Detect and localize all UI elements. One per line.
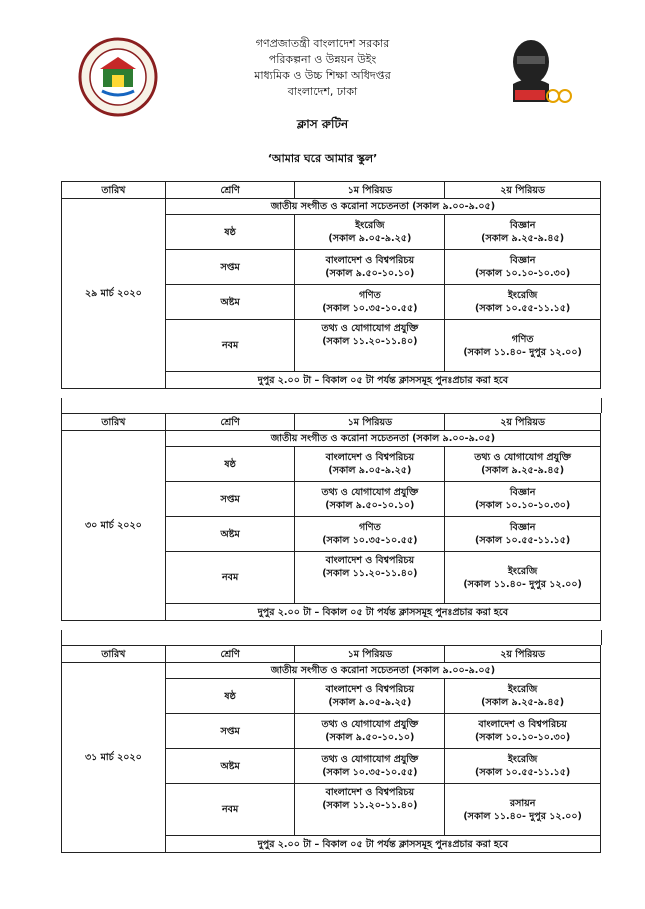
subject: তথ্য ও যোগাযোগ প্রযুক্তি: [321, 487, 419, 498]
time: (সকাল ১০.১০-১০.৩০): [474, 268, 571, 279]
subject: গণিত: [511, 333, 534, 345]
subject: বাংলাদেশ ও বিশ্বপরিচয়: [325, 684, 415, 695]
column-header-class: শ্রেণি: [165, 182, 295, 199]
subject: বিজ্ঞান: [509, 220, 536, 231]
period-1-cell: [295, 285, 445, 320]
time: (সকাল ১১.২০-১১.৪০): [322, 568, 418, 579]
date-cell: ৩০ মার্চ ২০২০: [62, 431, 166, 621]
subject: গণিত: [358, 522, 381, 533]
rebroadcast-note: দুপুর ২.০০ টা – বিকাল ০৫ টা পর্যন্ত ক্লাসসমূহ পুনঃপ্রচার করা হবে: [165, 372, 600, 389]
anthem-row: জাতীয় সংগীত ও করোনা সচেতনতা (সকাল ৯.০০-৯.০৫): [165, 431, 600, 447]
time: (সকাল ৯.২৫-৯.৪৫): [481, 697, 565, 708]
class-cell: সপ্তম: [165, 714, 295, 749]
time: (সকাল ১১.৪০- দুপুর ১২.০০): [463, 810, 582, 822]
period-2-cell: [445, 749, 601, 784]
time: (সকাল ১০.৫৫-১১.১৫): [474, 535, 571, 546]
table-spacer: [61, 398, 602, 413]
class-cell: নবম: [165, 320, 295, 372]
subject: তথ্য ও যোগাযোগ প্রযুক্তি: [321, 754, 419, 765]
time: (সকাল ১০.১০-১০.৩০): [474, 500, 571, 511]
time: (সকাল ১০.৩৫-১০.৫৫): [322, 535, 418, 546]
period-2-cell: [445, 447, 601, 482]
table-header-row: [62, 646, 601, 663]
time: (সকাল ১০.৩৫-১০.৫৫): [322, 303, 418, 314]
period-1-cell: [295, 679, 445, 714]
header-line-government: গণপ্রজাতন্ত্রী বাংলাদেশ সরকার: [255, 37, 390, 50]
date-cell: ৩১ মার্চ ২০২০: [62, 663, 166, 853]
period-2-cell: [445, 250, 601, 285]
class-cell: অষ্টম: [165, 517, 295, 552]
column-header-period-2: ২য় পিরিয়ড: [445, 414, 601, 431]
time: (সকাল ৯.৫০-১০.১০): [325, 500, 415, 511]
rebroadcast-note: দুপুর ২.০০ টা – বিকাল ০৫ টা পর্যন্ত ক্লাসসমূহ পুনঃপ্রচার করা হবে: [165, 836, 600, 853]
subject: ইংরেজি: [507, 684, 538, 695]
rebroadcast-note: দুপুর ২.০০ টা – বিকাল ০৫ টা পর্যন্ত ক্লাসসমূহ পুনঃপ্রচার করা হবে: [165, 604, 600, 621]
period-1-cell: [295, 714, 445, 749]
subject: ইংরেজি: [507, 754, 538, 765]
time: (সকাল ১১.৪০- দুপুর ১২.০০): [463, 578, 582, 590]
anthem-row: জাতীয় সংগীত ও করোনা সচেতনতা (সকাল ৯.০০-৯.০৫): [165, 663, 600, 679]
subject: বিজ্ঞান: [509, 487, 536, 498]
column-header-period-2: ২য় পিরিয়ড: [445, 646, 601, 663]
time: (সকাল ১০.৫৫-১১.১৫): [474, 303, 571, 314]
header-line-location: বাংলাদেশ, ঢাকা: [287, 85, 358, 98]
period-2-cell: [445, 552, 601, 604]
period-1-cell: [295, 447, 445, 482]
subject: তথ্য ও যোগাযোগ প্রযুক্তি: [474, 452, 572, 463]
time: (সকাল ৯.০৫-৯.২৫): [328, 465, 412, 476]
subject: বিজ্ঞান: [509, 522, 536, 533]
period-1-cell: [295, 784, 445, 836]
column-header-class: শ্রেণি: [165, 414, 295, 431]
class-cell: ষষ্ঠ: [165, 215, 295, 250]
time: (সকাল ৯.২৫-৯.৪৫): [481, 465, 565, 476]
period-2-cell: [445, 215, 601, 250]
time: (সকাল ৯.৫০-১০.১০): [325, 268, 415, 279]
routine-table-day-1: [61, 181, 601, 389]
period-2-cell: [445, 285, 601, 320]
class-cell: নবম: [165, 784, 295, 836]
class-cell: নবম: [165, 552, 295, 604]
column-header-period-2: ২য় পিরিয়ড: [445, 182, 601, 199]
period-1-cell: [295, 215, 445, 250]
period-1-cell: [295, 517, 445, 552]
class-cell: অষ্টম: [165, 749, 295, 784]
subject: বাংলাদেশ ও বিশ্বপরিচয়: [325, 452, 415, 463]
page-subtitle: ‘আমার ঘরে আমার স্কুল’: [267, 152, 378, 165]
subject: বাংলাদেশ ও বিশ্বপরিচয়: [478, 719, 567, 730]
subject: তথ্য ও যোগাযোগ প্রযুক্তি: [321, 719, 419, 730]
column-header-period-1: ১ম পিরিয়ড: [295, 646, 445, 663]
period-2-cell: [445, 679, 601, 714]
column-header-class: শ্রেণি: [165, 646, 295, 663]
period-2-cell: [445, 517, 601, 552]
time: (সকাল ১১.২০-১১.৪০): [322, 800, 418, 811]
period-1-cell: [295, 250, 445, 285]
subject: ইংরেজি: [507, 290, 538, 301]
page-title: ক্লাস রুটিন: [296, 117, 349, 131]
subject: ইংরেজি: [355, 220, 385, 231]
period-2-cell: [445, 482, 601, 517]
table-header-row: [62, 182, 601, 199]
header-line-directorate: মাধ্যমিক ও উচ্চ শিক্ষা অধিদপ্তর: [254, 69, 391, 82]
period-2-cell: [445, 784, 601, 836]
column-header-date: তারিখ: [62, 414, 166, 431]
subject: রসায়ন: [509, 797, 536, 809]
time: (সকাল ১০.৫৫-১১.১৫): [474, 767, 571, 778]
subject: বিজ্ঞান: [509, 255, 536, 266]
time: (সকাল ৯.৫০-১০.১০): [325, 732, 415, 743]
period-1-cell: [295, 552, 445, 604]
column-header-date: তারিখ: [62, 182, 166, 199]
time: (সকাল ৯.০৫-৯.২৫): [328, 233, 412, 244]
period-1-cell: [295, 749, 445, 784]
subject: বাংলাদেশ ও বিশ্বপরিচয়: [325, 787, 415, 798]
table-header-row: [62, 414, 601, 431]
time: (সকাল ৯.২৫-৯.৪৫): [481, 233, 565, 244]
anthem-row: জাতীয় সংগীত ও করোনা সচেতনতা (সকাল ৯.০০-৯.০৫): [165, 199, 600, 215]
table-spacer: [61, 630, 602, 645]
class-cell: ষষ্ঠ: [165, 447, 295, 482]
period-1-cell: [295, 320, 445, 372]
header-line-wing: পরিকল্পনা ও উন্নয়ন উইং: [268, 53, 377, 66]
column-header-date: তারিখ: [62, 646, 166, 663]
date-cell: ২৯ মার্চ ২০২০: [62, 199, 166, 389]
time: (সকাল ৯.০৫-৯.২৫): [328, 697, 412, 708]
class-cell: অষ্টম: [165, 285, 295, 320]
subject: বাংলাদেশ ও বিশ্বপরিচয়: [325, 555, 415, 566]
period-1-cell: [295, 482, 445, 517]
column-header-period-1: ১ম পিরিয়ড: [295, 182, 445, 199]
time: (সকাল ১১.৪০- দুপুর ১২.০০): [463, 346, 582, 358]
subject: বাংলাদেশ ও বিশ্বপরিচয়: [325, 255, 415, 266]
class-cell: সপ্তম: [165, 250, 295, 285]
subject: তথ্য ও যোগাযোগ প্রযুক্তি: [321, 323, 419, 334]
class-cell: সপ্তম: [165, 482, 295, 517]
subject: ইংরেজি: [507, 565, 538, 577]
period-2-cell: [445, 714, 601, 749]
subject: গণিত: [358, 290, 381, 301]
header-block: [0, 36, 645, 100]
time: (সকাল ১১.২০-১১.৪০): [322, 336, 418, 347]
class-cell: ষষ্ঠ: [165, 679, 295, 714]
column-header-period-1: ১ম পিরিয়ড: [295, 414, 445, 431]
time: (সকাল ১০.৩৫-১০.৫৫): [322, 767, 418, 778]
time: (সকাল ১০.১০-১০.৩০): [474, 732, 571, 743]
routine-table-day-2: [61, 413, 601, 621]
routine-table-day-3: [61, 645, 601, 853]
period-2-cell: [445, 320, 601, 372]
